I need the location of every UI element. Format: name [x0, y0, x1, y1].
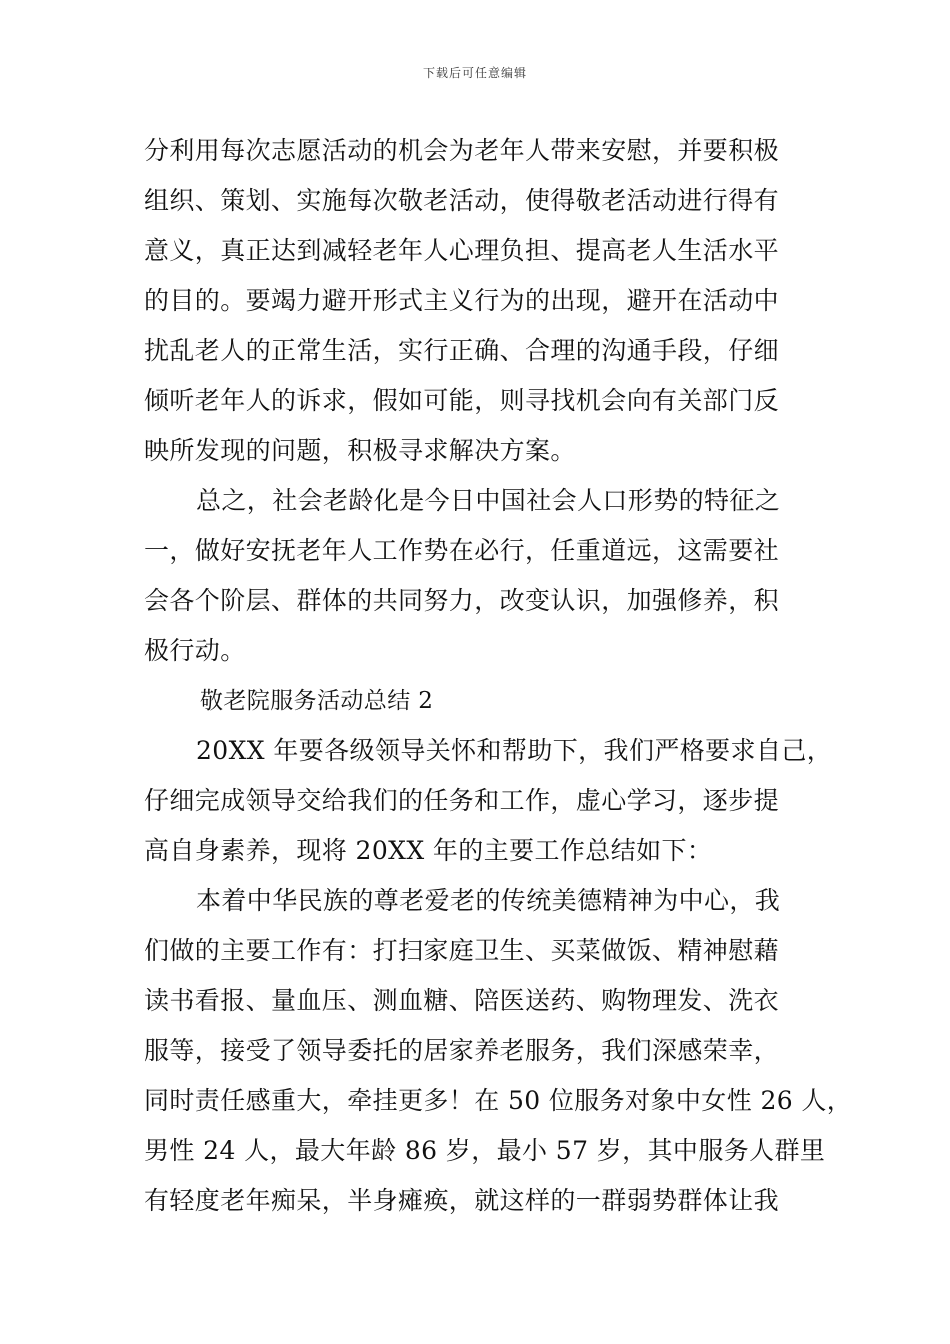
- text-line: 的目的。要竭力避开形式主义行为的出现，避开在活动中: [144, 286, 780, 315]
- text-line: 有轻度老年痴呆，半身瘫痪，就这样的一群弱势群体让我: [144, 1186, 780, 1215]
- page-header: 下载后可任意编辑: [422, 66, 527, 80]
- section-heading: 敬老院服务活动总结 2: [200, 688, 434, 714]
- text-line: 仔细完成领导交给我们的任务和工作，虚心学习，逐步提: [144, 786, 780, 815]
- paragraph-start-line: 总之，社会老龄化是今日中国社会人口形势的特征之: [196, 486, 781, 515]
- text-line: 服等，接受了领导委托的居家养老服务，我们深感荣幸，: [144, 1036, 780, 1065]
- text-line: 会各个阶层、群体的共同努力，改变认识，加强修养，积: [144, 586, 780, 615]
- text-line: 分利用每次志愿活动的机会为老年人带来安慰，并要积极: [144, 136, 780, 165]
- text-line: 映所发现的问题，积极寻求解决方案。: [144, 436, 576, 465]
- text-line: 男性 24 人，最大年龄 86 岁，最小 57 岁，其中服务人群里: [144, 1136, 826, 1165]
- text-line: 扰乱老人的正常生活，实行正确、合理的沟通手段，仔细: [144, 336, 780, 365]
- text-line: 组织、策划、实施每次敬老活动，使得敬老活动进行得有: [144, 186, 780, 215]
- text-line: 读书看报、量血压、测血糖、陪医送药、购物理发、洗衣: [144, 986, 780, 1015]
- paragraph-start-line: 20XX 年要各级领导关怀和帮助下，我们严格要求自己，: [196, 736, 833, 765]
- document-body: [144, 126, 853, 1226]
- paragraph-start-line: 本着中华民族的尊老爱老的传统美德精神为中心，我: [196, 886, 781, 915]
- text-line: 同时责任感重大，牵挂更多！在 50 位服务对象中女性 26 人，: [144, 1086, 853, 1115]
- text-line: 们做的主要工作有：打扫家庭卫生、买菜做饭、精神慰藉: [144, 936, 780, 965]
- text-line: 意义，真正达到减轻老年人心理负担、提高老人生活水平: [144, 236, 780, 265]
- text-line: 一，做好安抚老年人工作势在必行，任重道远，这需要社: [144, 536, 780, 565]
- text-line: 倾听老年人的诉求，假如可能，则寻找机会向有关部门反: [144, 386, 780, 415]
- text-line: 高自身素养，现将 20XX 年的主要工作总结如下：: [144, 836, 713, 865]
- text-line: 极行动。: [144, 636, 246, 665]
